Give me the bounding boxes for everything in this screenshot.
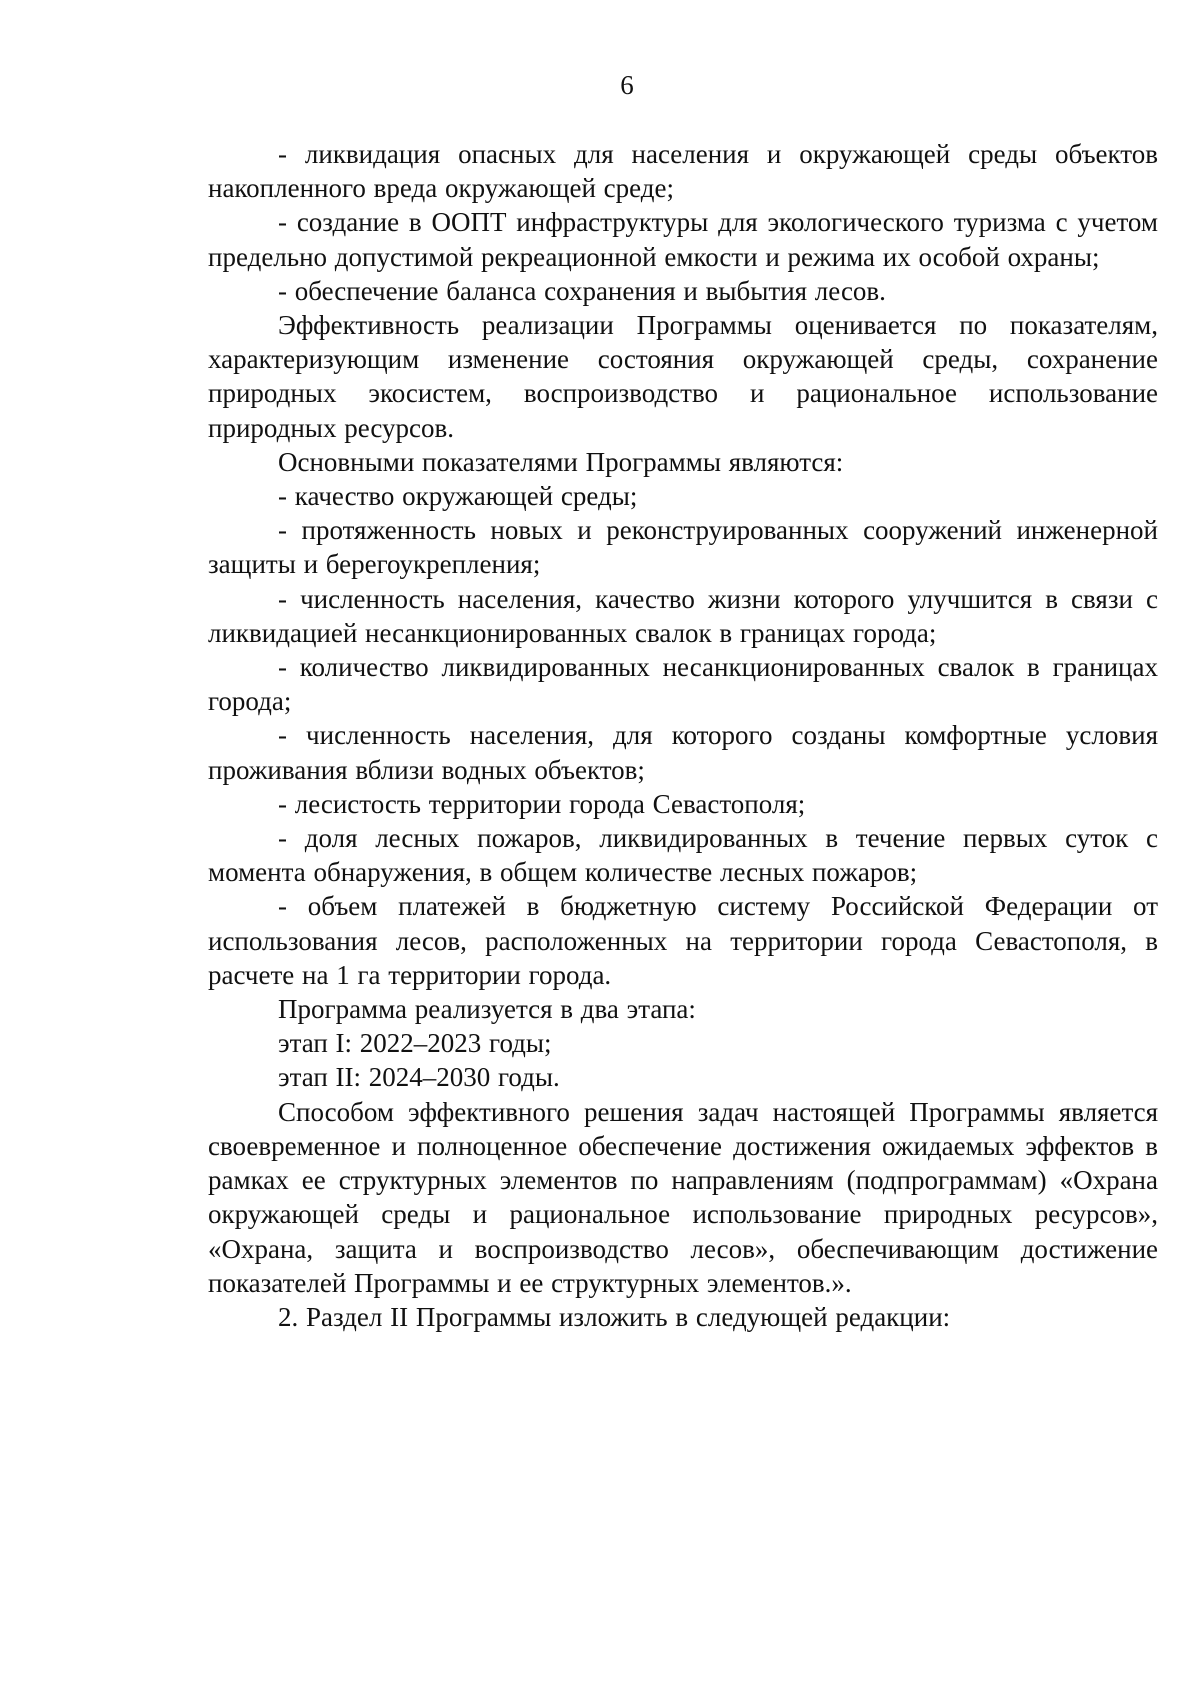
paragraph-indicator-population-dumps: - численность населения, качество жизни которого улучшится в связи с ликвидацией несанкционированных свалок в границах города; <box>208 583 1158 648</box>
paragraph-stage-2: этап II: 2024–2030 годы. <box>278 1062 560 1093</box>
paragraph-stage-1: этап I: 2022–2023 годы; <box>278 1028 552 1059</box>
paragraph-indicator-forest-fires: - доля лесных пожаров, ликвидированных в течение первых суток с момента обнаружения, в общем количестве лесных пожаров; <box>208 823 1158 888</box>
paragraph-indicator-environment-quality: - качество окружающей среды; <box>278 481 638 512</box>
paragraph-section-two: 2. Раздел II Программы изложить в следующей редакции: <box>278 1301 951 1332</box>
paragraph-indicators-intro: Основными показателями Программы являются: <box>278 446 844 477</box>
page-number: 6 <box>620 70 634 100</box>
paragraph-indicator-water-comfort: - численность населения, для которого созданы комфортные условия проживания вблизи водных объектов; <box>208 720 1158 785</box>
document-body <box>208 137 1158 1334</box>
paragraph-item-forest-balance: - обеспечение баланса сохранения и выбытия лесов. <box>278 275 886 306</box>
paragraph-method: Способом эффективного решения задач настоящей Программы является своевременное и полноценное обеспечение достижения ожидаемых эффектов в рамках ее структурных элементов по направлениям (подпрограммам) «Охрана окружающей среды и рациональное использование природных ресурсов», «Охрана, защита и воспроизводство лесов», обеспечивающим достижение показателей Программы и ее структурных элементов.». <box>208 1096 1158 1298</box>
paragraph-item-eco-tourism: - создание в ООПТ инфраструктуры для экологического туризма с учетом предельно допустимой рекреационной емкости и режима их особой охраны; <box>208 207 1158 272</box>
paragraph-indicator-protection-structures: - протяженность новых и реконструированных сооружений инженерной защиты и берегоукрепления; <box>208 515 1158 580</box>
paragraph-stages-intro: Программа реализуется в два этапа: <box>278 994 696 1025</box>
paragraph-efficiency: Эффективность реализации Программы оценивается по показателям, характеризующим изменение состояния окружающей среды, сохранение природных экосистем, воспроизводство и рациональное использование природных ресурсов. <box>208 310 1158 443</box>
paragraph-item-liquidation: - ликвидация опасных для населения и окружающей среды объектов накопленного вреда окружающей среде; <box>208 139 1158 204</box>
paragraph-indicator-dumps-count: - количество ликвидированных несанкционированных свалок в границах города; <box>208 652 1158 717</box>
paragraph-indicator-payments: - объем платежей в бюджетную систему Российской Федерации от использования лесов, расположенных на территории города Севастополя, в расчете на 1 га территории города. <box>208 891 1158 990</box>
paragraph-indicator-forest-cover: - лесистость территории города Севастополя; <box>278 788 806 819</box>
